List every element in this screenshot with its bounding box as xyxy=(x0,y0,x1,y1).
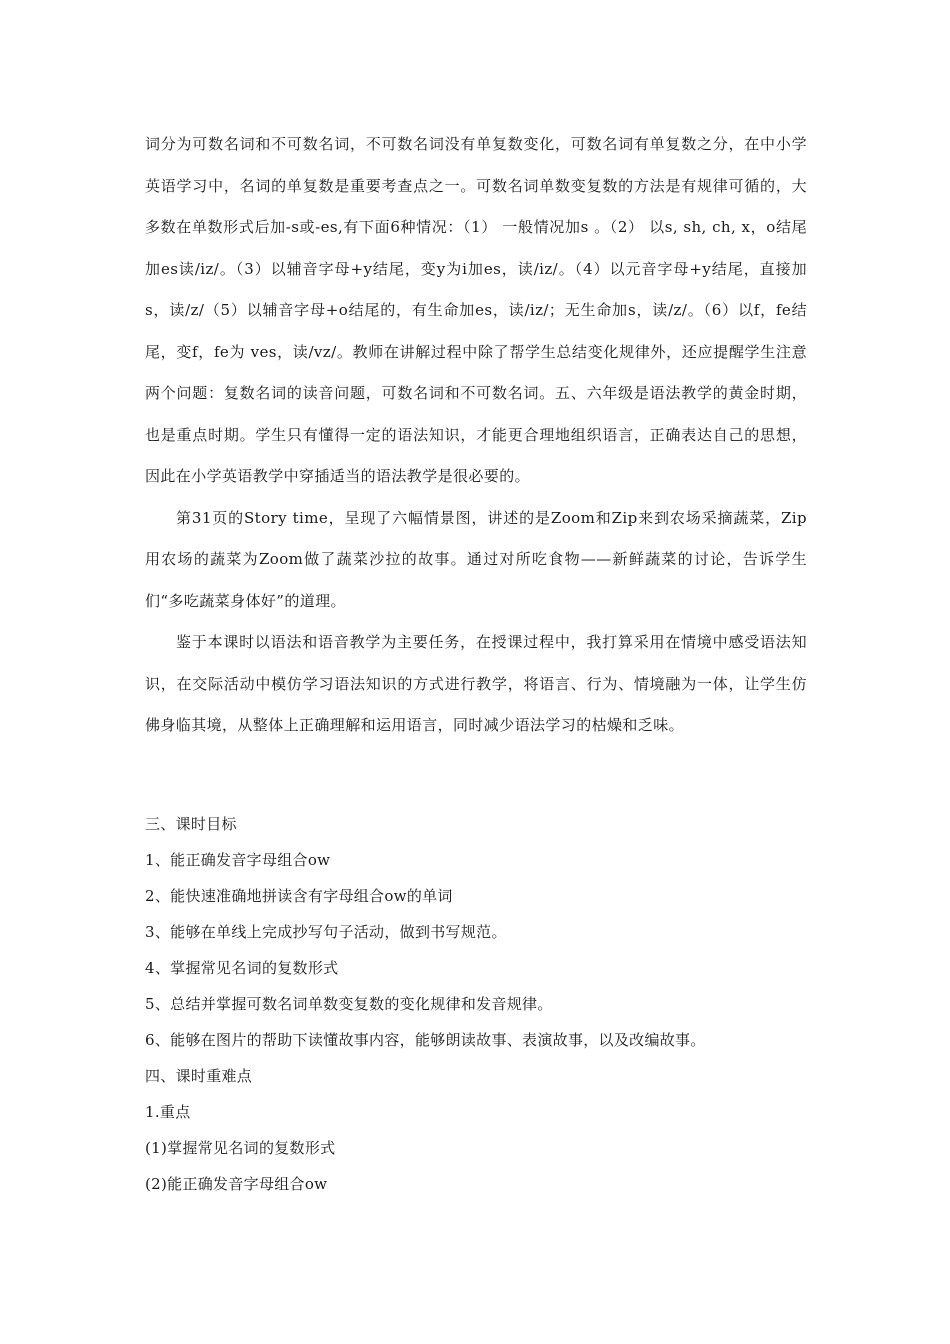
section-heading-objectives: 三、课时目标 xyxy=(145,815,237,833)
objective-item: 3、能够在单线上完成抄写句子活动，做到书写规范。 xyxy=(145,923,507,941)
objective-item: 4、掌握常见名词的复数形式 xyxy=(145,959,339,977)
paragraph-teaching-approach: 鉴于本课时以语法和语音教学为主要任务，在授课过程中，我打算采用在情境中感受语法知识，在交际活动中模仿学习语法知识的方式进行教学，将语言、行为、情境融为一体，让学生仿佛身临其境，从整体上正确理解和运用语言，同时减少语法学习的枯燥和乏味。 xyxy=(145,633,807,734)
objectives-section xyxy=(145,806,807,1202)
objective-item: 2、能快速准确地拼读含有字母组合ow的单词 xyxy=(145,887,453,905)
document-body xyxy=(145,124,807,747)
objective-item: 5、总结并掌握可数名词单数变复数的变化规律和发音规律。 xyxy=(145,995,553,1013)
objective-item: 1、能正确发音字母组合ow xyxy=(145,851,331,869)
key-point-item: (2)能正确发音字母组合ow xyxy=(145,1175,328,1193)
key-point-item: (1)掌握常见名词的复数形式 xyxy=(145,1139,336,1157)
paragraph-story-time: 第31页的Story time，呈现了六幅情景图，讲述的是Zoom和Zip来到农场采摘蔬菜，Zip用农场的蔬菜为Zoom做了蔬菜沙拉的故事。通过对所吃食物——新鲜蔬菜的讨论，告诉学生们“多吃蔬菜身体好”的道理。 xyxy=(145,508,807,610)
paragraph-plural-nouns: 词分为可数名词和不可数名词，不可数名词没有单复数变化，可数名词有单复数之分，在中小学英语学习中，名词的单复数是重要考查点之一。可数名词单数变复数的方法是有规律可循的，大多数在单数形式后加-s或-es,有下面6种情况：（1） 一般情况加s 。（2） 以s, sh, ch, x，o结尾加es读/iz/。（3）以辅音字母+y结尾，变y为i加es，读/iz/。（4）以元音字母+y结尾，直接加s，读/z/（5）以辅音字母+o结尾的，有生命加es，读/iz/；无生命加s，读/z/。（6）以f，fe结尾，变f，fe为 ves，读/vz/。教师在讲解过程中除了帮学生总结变化规律外，还应提醒学生注意两个问题：复数名词的读音问题，可数名词和不可数名词。五、六年级是语法教学的黄金时期，也是重点时期。学生只有懂得一定的语法知识，才能更合理地组织语言，正确表达自己的思想，因此在小学英语教学中穿插适当的语法教学是很必要的。 xyxy=(145,135,807,485)
section-heading-key-points: 四、课时重难点 xyxy=(145,1067,253,1085)
subheading-key-points: 1.重点 xyxy=(145,1103,191,1121)
objective-item: 6、能够在图片的帮助下读懂故事内容，能够朗读故事、表演故事，以及改编故事。 xyxy=(145,1031,706,1049)
